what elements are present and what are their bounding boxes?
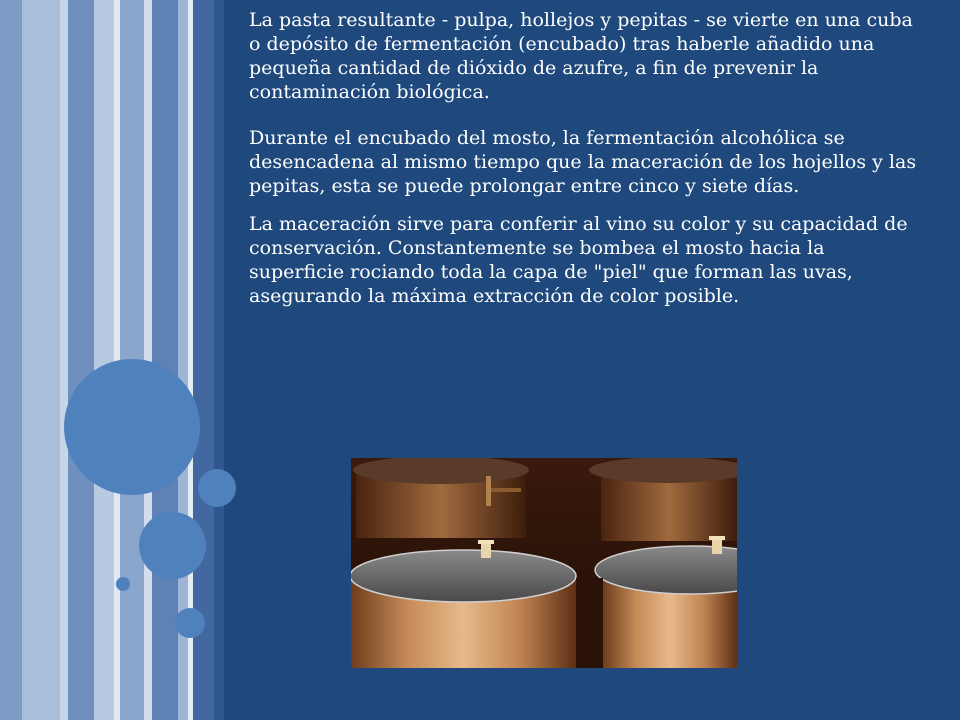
paragraph-maceracion: La maceración sirve para conferir al vino su color y su capacidad de conservación. Constantemente se bombea el mosto hacia la superficie rociando toda la capa de "piel" que forman las uvas, asegurando la máxima extracción de color posible. <box>249 213 908 307</box>
stripe <box>214 0 224 720</box>
stripe <box>68 0 94 720</box>
decorative-circle <box>198 469 236 507</box>
decorative-circle <box>175 608 205 638</box>
stripe <box>224 0 240 720</box>
tanks-illustration <box>351 458 737 668</box>
paragraph-fermentacion: Durante el encubado del mosto, la fermentación alcohólica se desencadena al mismo tiempo que la maceración de los hojellos y las pepitas, esta se puede prolongar entre cinco y siete días. <box>249 127 917 197</box>
stripe <box>60 0 68 720</box>
stripe <box>94 0 114 720</box>
decorative-circle <box>139 512 206 579</box>
paragraph-encubado: La pasta resultante - pulpa, hollejos y pepitas - se vierte en una cuba o depósito de fermentación (encubado) tras haberle añadido una pequeña cantidad de dióxido de azufre, a fin de prevenir la contaminación biológica. <box>249 9 913 103</box>
fermentation-tanks-photo <box>351 458 737 668</box>
stripe <box>152 0 178 720</box>
decorative-circle-small <box>116 577 130 591</box>
slide-body-text <box>249 8 919 308</box>
decorative-circle-large <box>64 359 200 495</box>
stripe <box>22 0 60 720</box>
stripe <box>0 0 22 720</box>
